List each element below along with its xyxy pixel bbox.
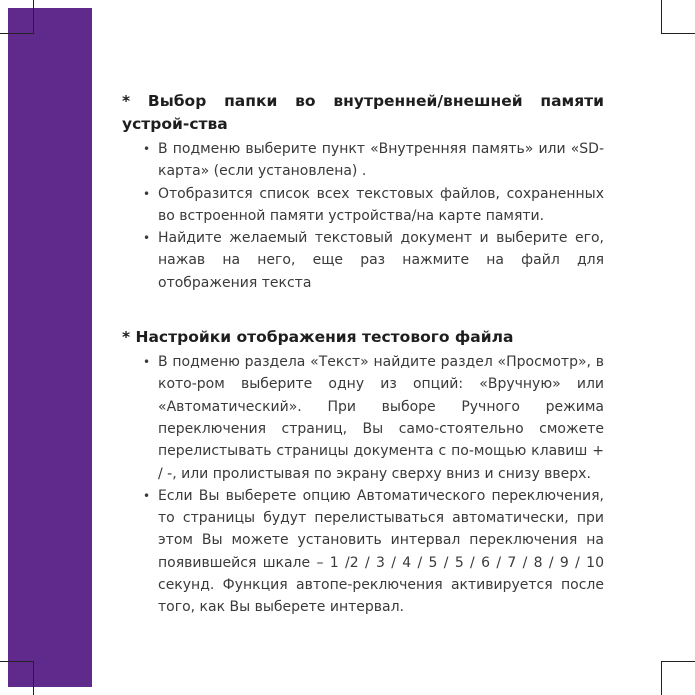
list-item — [122, 138, 604, 183]
bullet-icon: • — [143, 231, 151, 246]
crop-mark-top-left-h — [0, 33, 34, 34]
bullet-icon: • — [143, 142, 151, 156]
crop-mark-top-right-h — [661, 33, 695, 34]
bullet-list-folder-select — [122, 138, 604, 294]
section-heading-display-settings: * Настройки отображения тестового файла — [122, 328, 514, 347]
list-item-text: Если Вы выберете опцию Автоматического переключения, то страницы будут перелистываться автоматически, при этом Вы можете установить интервал переключения на появившейся шкале – 1 /2 / 3 / 4 / 5 / 5 / 6 / 7 / 8 / 9 / 10 секунд. Функция автопе-реключения активируется после того, как Вы выберете интервал. — [158, 487, 604, 616]
crop-mark-bottom-left-v — [33, 661, 34, 695]
crop-mark-top-right-v — [661, 0, 662, 34]
bullet-icon: • — [143, 186, 151, 201]
purple-sidebar — [8, 8, 92, 687]
list-item-text: В подменю выберите пункт «Внутренняя память» или «SD-карта» (если установлена) . — [158, 141, 604, 180]
crop-mark-bottom-right-v — [661, 661, 662, 695]
crop-mark-top-left-v — [33, 0, 34, 34]
list-item — [122, 485, 604, 619]
section-heading-folder-select: * Выбор папки во внутренней/внешней памяти устрой-ства — [122, 92, 604, 133]
bullet-icon: • — [143, 355, 151, 370]
crop-mark-bottom-right-h — [661, 661, 695, 662]
list-item-text: В подменю раздела «Текст» найдите раздел «Просмотр», в кото-ром выберите одну из опций: «Вручную» или «Автоматический». При выборе Ручного режима переключения страниц, Вы само-стоятельно сможете перелистывать страницы документа с по-мощью клавиш + / -, или пролистывая по экрану сверху вниз и снизу вверх. — [158, 354, 604, 482]
list-item — [122, 227, 604, 294]
list-item-text: Найдите желаемый текстовый документ и выберите его, нажав на него, еще раз нажмите на файл для отображения текста — [158, 230, 604, 291]
list-item-text: Отобразится список всех текстовых файлов, сохраненных во встроенной памяти устройства/на карте памяти. — [158, 185, 604, 224]
bullet-icon: • — [143, 488, 151, 503]
list-item — [122, 183, 604, 228]
crop-mark-bottom-left-h — [0, 661, 34, 662]
page-content — [122, 90, 604, 619]
bullet-list-display-settings — [122, 351, 604, 619]
list-item — [122, 351, 604, 485]
